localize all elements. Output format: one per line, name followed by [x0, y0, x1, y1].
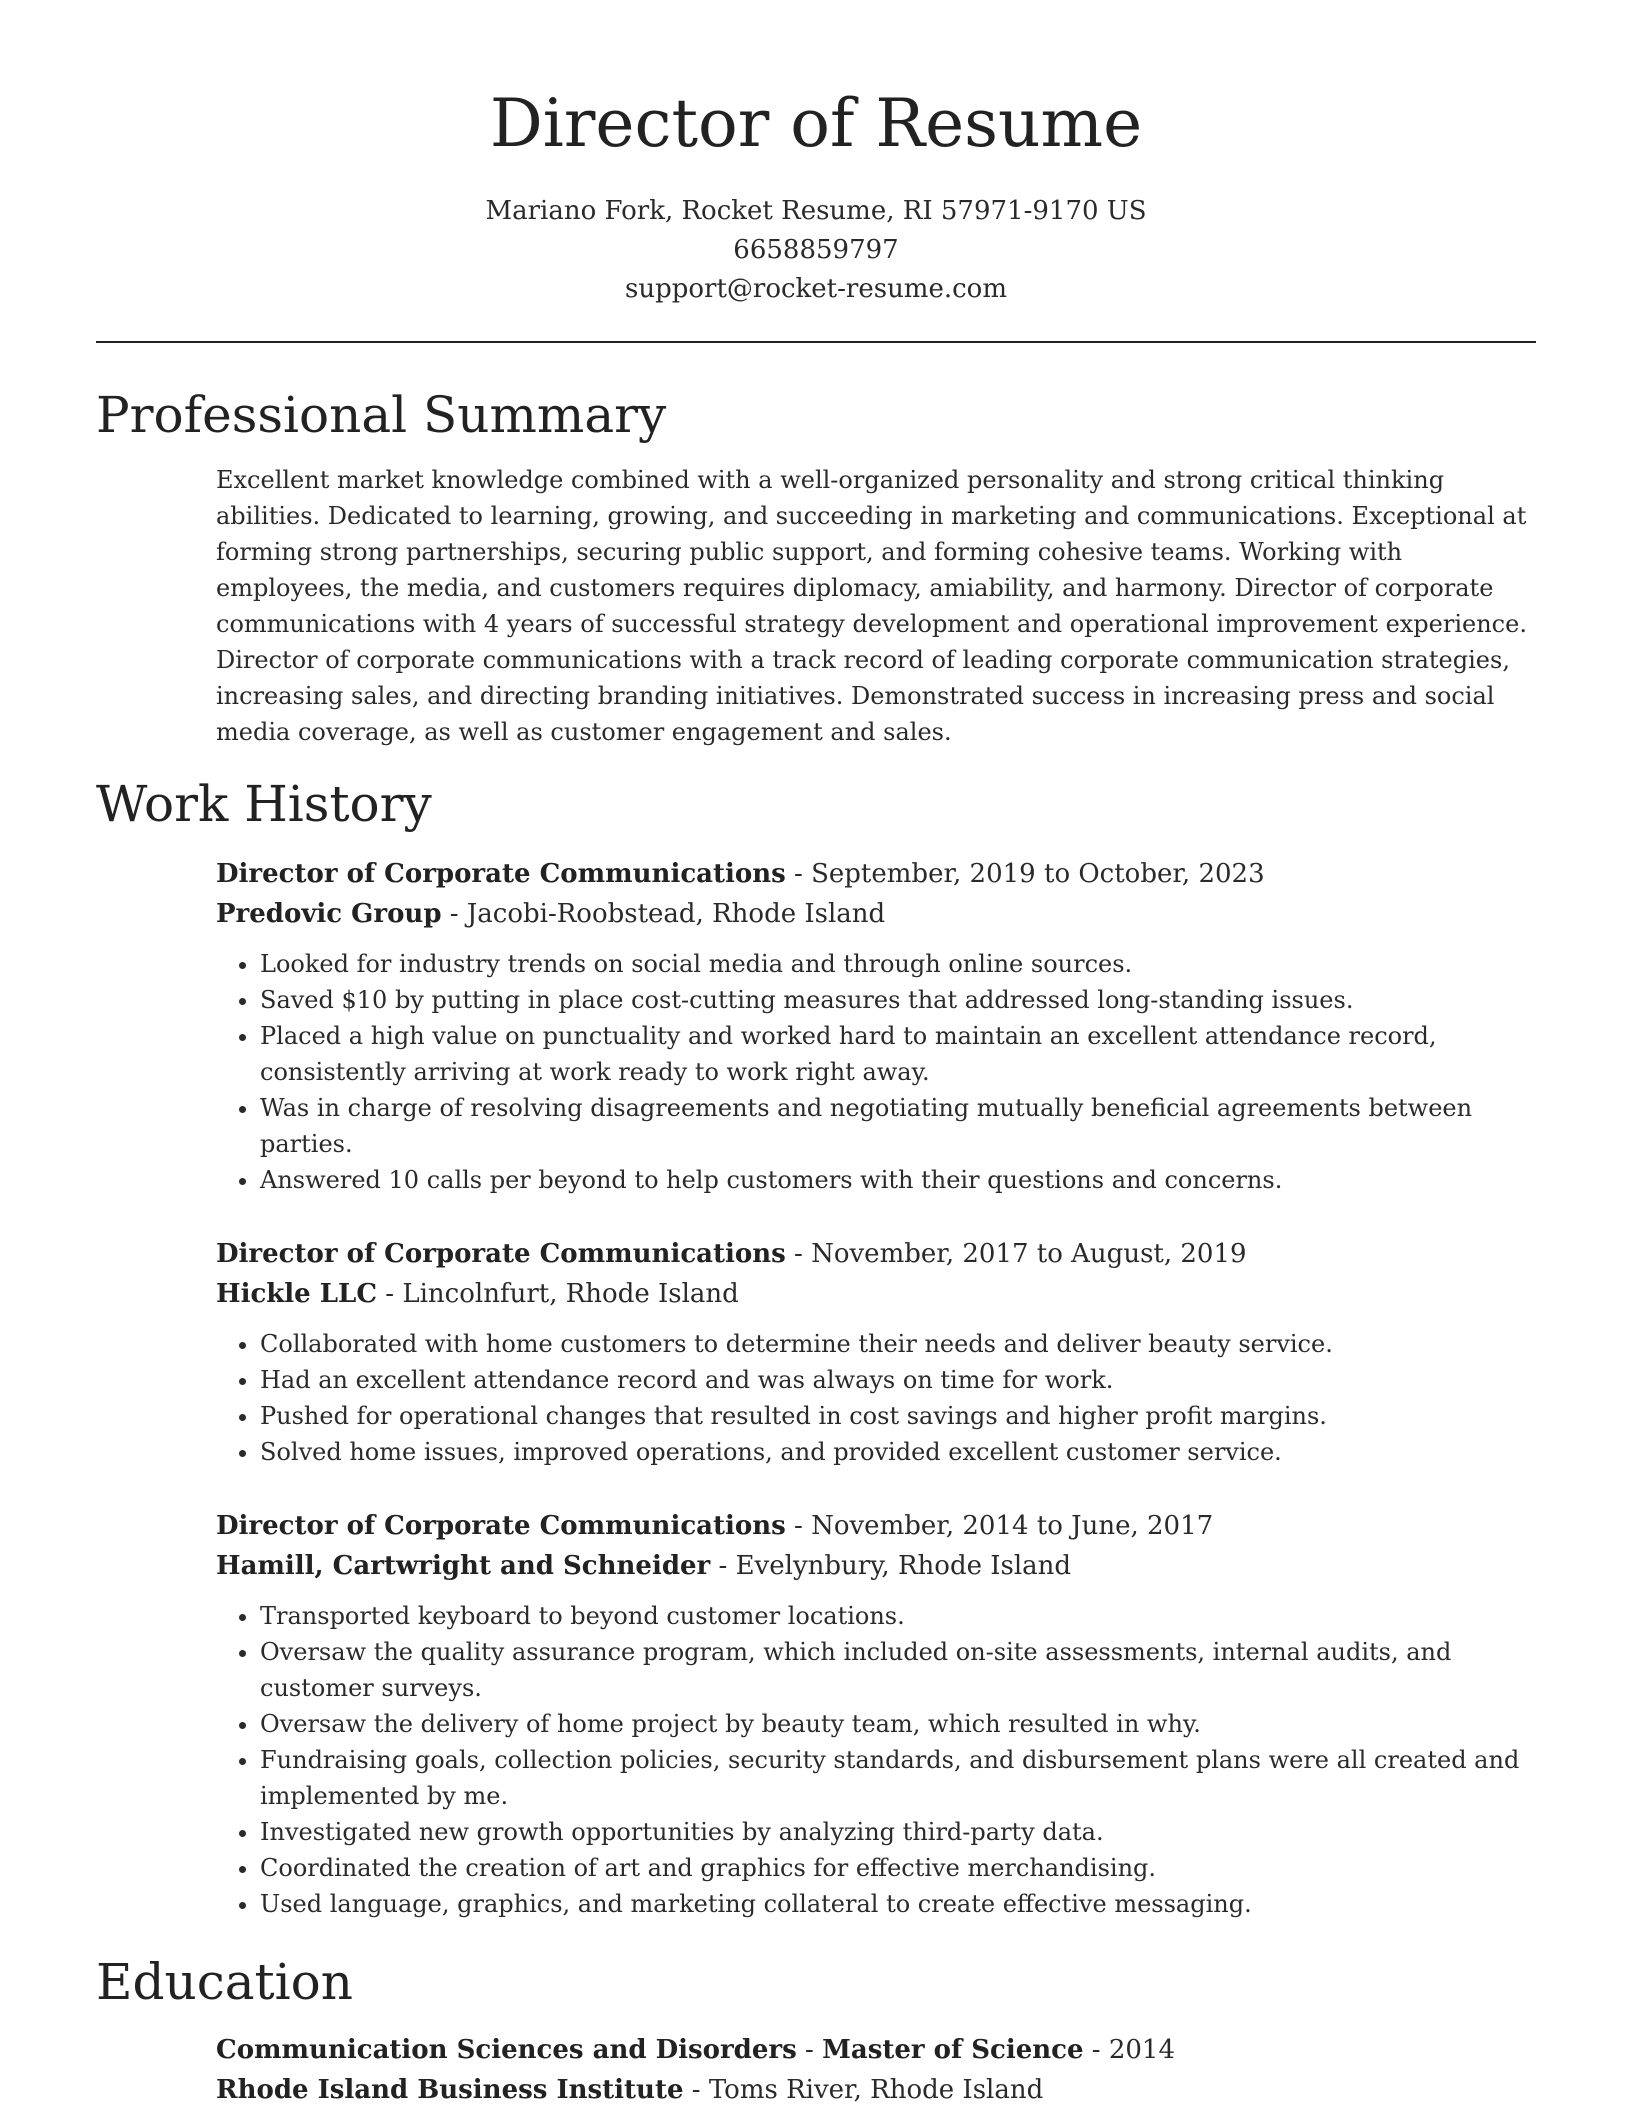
job-entry	[216, 1506, 1546, 1922]
job-role: Director of Corporate Communications	[216, 1511, 786, 1541]
job-role: Director of Corporate Communications	[216, 859, 786, 889]
contact-phone: 6658859797	[733, 235, 899, 265]
job-duty: • Placed a high value on punctuality and worked hard to maintain an excellent attendance record, consistently arriving at work ready to work right away.	[260, 1018, 1546, 1090]
job-duty: • Fundraising goals, collection policies, security standards, and disbursement plans were all created and implemented by me.	[260, 1742, 1546, 1814]
job-title-line: Director of Corporate Communications - November, 2014 to June, 2017	[216, 1511, 1214, 1541]
job-duty: • Had an excellent attendance record and was always on time for work.	[260, 1362, 1546, 1398]
job-entry	[216, 854, 1546, 1198]
job-title-line: Director of Corporate Communications - September, 2019 to October, 2023	[216, 859, 1265, 889]
education-degree: Master of Science	[822, 2035, 1084, 2065]
contact-email: support@rocket-resume.com	[624, 274, 1007, 304]
job-entry	[216, 1234, 1546, 1470]
job-dates: November, 2014 to June, 2017	[811, 1511, 1214, 1541]
job-duties-list	[216, 1326, 1546, 1470]
section-title-education: Education	[96, 1953, 353, 2011]
header-divider	[96, 341, 1536, 343]
job-duty: • Transported keyboard to beyond customer locations.	[260, 1598, 1546, 1634]
job-company-line: Hickle LLC - Lincolnfurt, Rhode Island	[216, 1279, 739, 1309]
job-duty: • Looked for industry trends on social media and through online sources.	[260, 946, 1546, 982]
education-school: Rhode Island Business Institute	[216, 2075, 684, 2105]
job-location: Evelynbury, Rhode Island	[735, 1551, 1072, 1581]
job-company: Hickle LLC	[216, 1279, 378, 1309]
job-duties-list	[216, 946, 1546, 1198]
job-company: Predovic Group	[216, 899, 442, 929]
education-entry	[216, 2030, 1546, 2110]
job-duty: • Solved home issues, improved operations, and provided excellent customer service.	[260, 1434, 1546, 1470]
section-title-work-history: Work History	[96, 775, 432, 833]
job-dates: September, 2019 to October, 2023	[811, 859, 1265, 889]
section-title-summary: Professional Summary	[96, 386, 667, 444]
job-duty: • Oversaw the quality assurance program, which included on-site assessments, internal audits, and customer surveys.	[260, 1634, 1546, 1706]
job-dates: November, 2017 to August, 2019	[811, 1239, 1247, 1269]
education-year: 2014	[1108, 2035, 1176, 2065]
education-location: Toms River, Rhode Island	[708, 2075, 1044, 2105]
job-location: Lincolnfurt, Rhode Island	[402, 1279, 739, 1309]
summary-text: Excellent market knowledge combined with a well-organized personality and strong critical thinking abilities. Dedicated to learning, growing, and succeeding in marketing and communications. Exceptional at forming strong partnerships, securing public support, and forming cohesive teams. Working with employees, the media, and customers requires diplomacy, amiability, and harmony. Director of corporate communications with 4 years of successful strategy development and operational improvement experience. Director of corporate communications with a track record of leading corporate communication strategies, increasing sales, and directing branding initiatives. Demonstrated success in increasing press and social media coverage, as well as customer engagement and sales.	[216, 466, 1527, 746]
job-duty: • Saved $10 by putting in place cost-cutting measures that addressed long-standing issues.	[260, 982, 1546, 1018]
job-company-line: Predovic Group - Jacobi-Roobstead, Rhode Island	[216, 899, 886, 929]
job-role: Director of Corporate Communications	[216, 1239, 786, 1269]
job-duty: • Pushed for operational changes that resulted in cost savings and higher profit margins.	[260, 1398, 1546, 1434]
job-location: Jacobi-Roobstead, Rhode Island	[466, 899, 886, 929]
job-duty: • Was in charge of resolving disagreements and negotiating mutually beneficial agreements between parties.	[260, 1090, 1546, 1162]
job-duties-list	[216, 1598, 1546, 1922]
job-company: Hamill, Cartwright and Schneider	[216, 1551, 711, 1581]
education-school-line: Rhode Island Business Institute - Toms River, Rhode Island	[216, 2075, 1044, 2105]
job-duty: • Used language, graphics, and marketing collateral to create effective messaging.	[260, 1886, 1546, 1922]
job-duty: • Oversaw the delivery of home project by beauty team, which resulted in why.	[260, 1706, 1546, 1742]
job-duty: • Collaborated with home customers to determine their needs and deliver beauty service.	[260, 1326, 1546, 1362]
job-company-line: Hamill, Cartwright and Schneider - Evelynbury, Rhode Island	[216, 1551, 1072, 1581]
job-duty: • Answered 10 calls per beyond to help customers with their questions and concerns.	[260, 1162, 1546, 1198]
education-field: Communication Sciences and Disorders	[216, 2035, 797, 2065]
job-duty: • Investigated new growth opportunities by analyzing third-party data.	[260, 1814, 1546, 1850]
job-title-line: Director of Corporate Communications - November, 2017 to August, 2019	[216, 1239, 1247, 1269]
contact-block	[0, 192, 1632, 309]
job-duty: • Coordinated the creation of art and graphics for effective merchandising.	[260, 1850, 1546, 1886]
resume-header	[0, 0, 1632, 309]
candidate-name: Director of Resume	[489, 85, 1143, 162]
education-degree-line: Communication Sciences and Disorders - Master of Science - 2014	[216, 2035, 1176, 2065]
contact-address: Mariano Fork, Rocket Resume, RI 57971-9170 US	[485, 196, 1147, 226]
